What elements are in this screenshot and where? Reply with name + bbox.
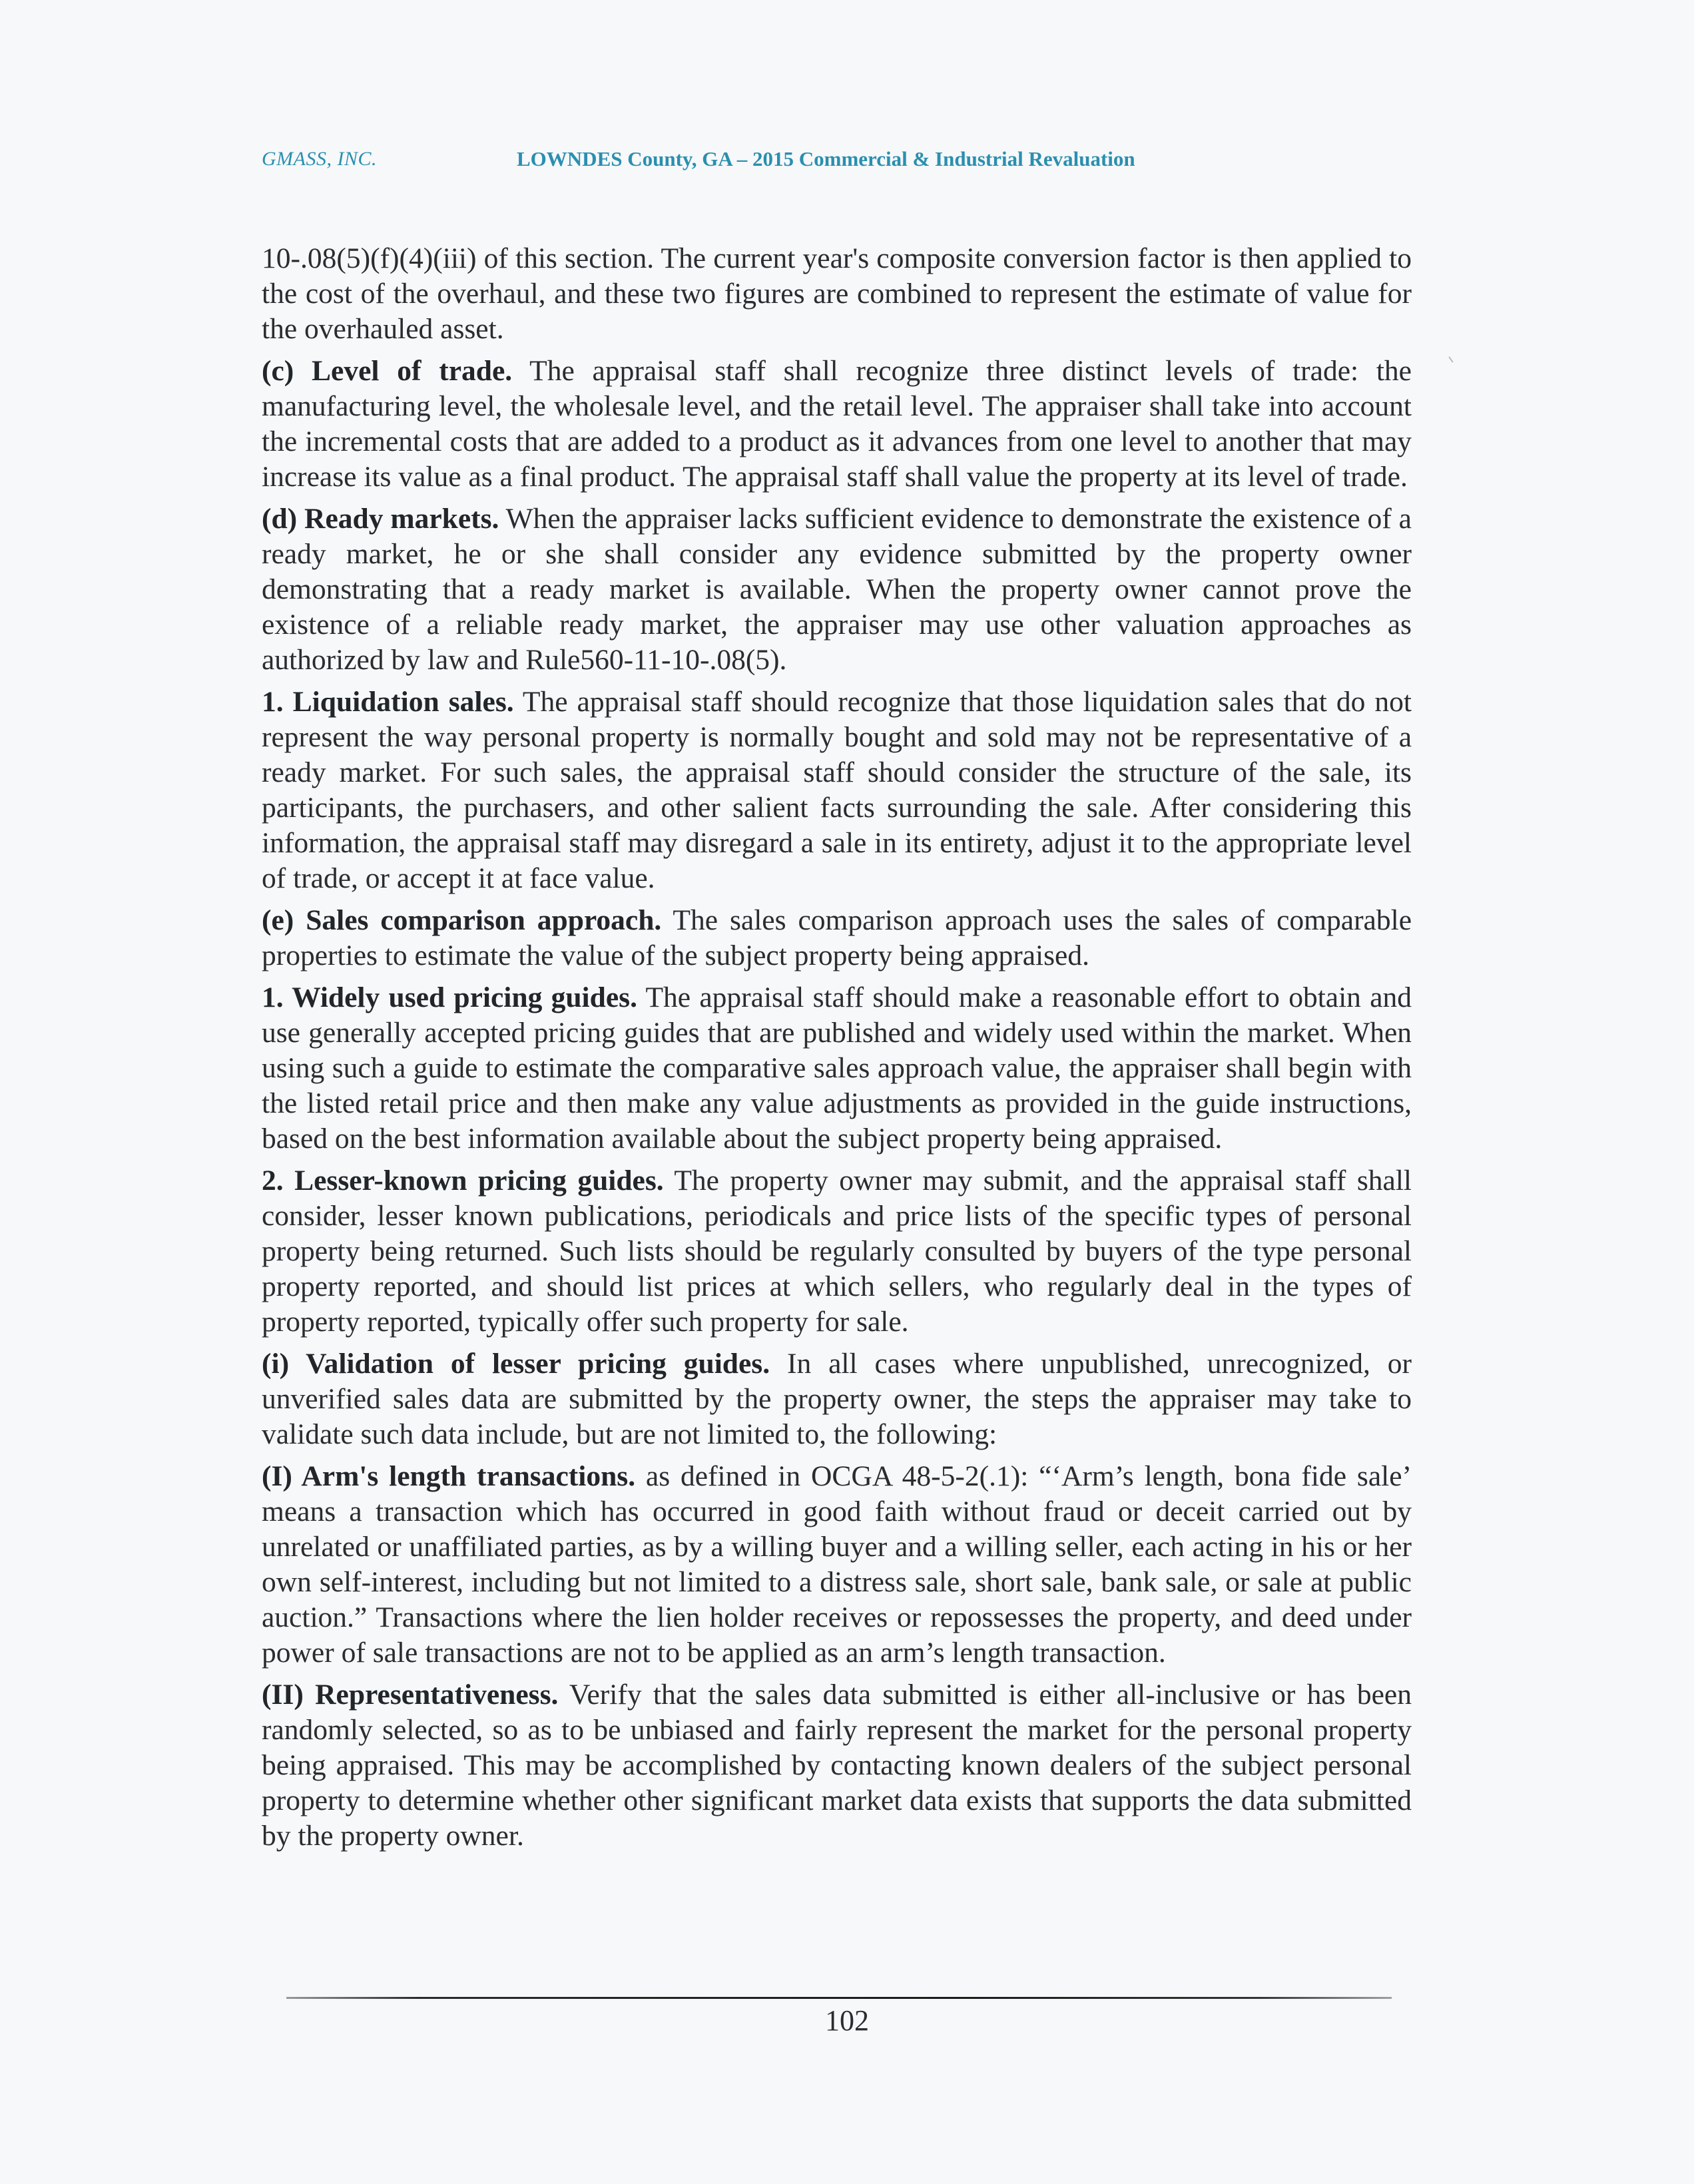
paragraph-continuation	[262, 241, 1412, 347]
paragraph-text: In all cases where unpublished, unrecognized, or unverified sales data are submitted by the property owner, the steps the appraiser may take to validate such data include, but are not limited to, the following:	[262, 1348, 1412, 1450]
paragraph-heading: 1. Liquidation sales.	[262, 686, 514, 718]
paragraph-text: When the appraiser lacks sufficient evidence to demonstrate the existence of a ready market, he or she shall consider any evidence submitted by the property owner demonstrating that a ready market is available. When the property owner cannot prove the existence of a reliable ready market, the appraiser may use other valuation approaches as authorized by law and Rule560-11-10-.08(5).	[262, 503, 1412, 676]
paragraph-sales-comparison-approach	[262, 903, 1412, 973]
paragraph-heading: (I) Arm's length transactions.	[262, 1460, 636, 1492]
paragraph-representativeness	[262, 1677, 1412, 1854]
paragraph-liquidation-sales	[262, 684, 1412, 896]
document-body	[262, 241, 1412, 1860]
paragraph-level-of-trade	[262, 354, 1412, 495]
header-company-name: GMASS, INC.	[262, 148, 377, 170]
paragraph-arms-length-transactions	[262, 1459, 1412, 1671]
paragraph-heading: (i) Validation of lesser pricing guides.	[262, 1348, 770, 1380]
paragraph-validation-of-lesser-pricing-guides	[262, 1346, 1412, 1452]
paragraph-heading: (d) Ready markets.	[262, 503, 499, 535]
paragraph-heading: (e) Sales comparison approach.	[262, 904, 662, 936]
paragraph-text: The property owner may submit, and the appraisal staff shall consider, lesser known publications, periodicals and price lists of the specific types of personal property being returned. Such lists should be regularly consulted by buyers of the type personal property reported, and should list prices at which sellers, who regularly deal in the types of property reported, typically offer such property for sale.	[262, 1165, 1412, 1338]
paragraph-widely-used-pricing-guides	[262, 980, 1412, 1157]
paragraph-lesser-known-pricing-guides	[262, 1163, 1412, 1340]
scan-artifact-mark	[1448, 356, 1453, 362]
footer-divider	[286, 1997, 1392, 1999]
paragraph-ready-markets	[262, 501, 1412, 678]
paragraph-heading: 1. Widely used pricing guides.	[262, 981, 637, 1013]
paragraph-text: as defined in OCGA 48-5-2(.1): “‘Arm’s length, bona fide sale’ means a transaction which has occurred in good faith without fraud or deceit carried out by unrelated or unaffiliated parties, as by a willing buyer and a willing seller, each acting in his or her own self-interest, including but not limited to a distress sale, short sale, bank sale, or sale at public auction.” Transactions where the lien holder receives or repossesses the property, and deed under power of sale transactions are not to be applied as an arm’s length transaction.	[262, 1460, 1412, 1669]
paragraph-text: The appraisal staff should make a reasonable effort to obtain and use generally accepted pricing guides that are published and widely used within the market. When using such a guide to estimate the comparative sales approach value, the appraiser shall begin with the listed retail price and then make any value adjustments as provided in the guide instructions, based on the best information available about the subject property being appraised.	[262, 981, 1412, 1155]
paragraph-text: The appraisal staff shall recognize three distinct levels of trade: the manufacturing level, the wholesale level, and the retail level. The appraiser shall take into account the incremental costs that are added to a product as it advances from one level to another that may increase its value as a final product. The appraisal staff shall value the property at its level of trade.	[262, 355, 1412, 493]
paragraph-heading: (II) Representativeness.	[262, 1679, 559, 1711]
page-number: 102	[825, 2004, 869, 2037]
header-document-title: LOWNDES County, GA – 2015 Commercial & Industrial Revaluation	[517, 147, 1135, 170]
paragraph-text: Verify that the sales data submitted is either all-inclusive or has been randomly selected, so as to be unbiased and fairly represent the market for the personal property being appraised. This may be accomplished by contacting known dealers of the subject personal property to determine whether other significant market data exists that supports the data submitted by the property owner.	[262, 1679, 1412, 1852]
page-header	[262, 142, 1394, 176]
paragraph-text: The appraisal staff should recognize that those liquidation sales that do not represent the way personal property is normally bought and sold may not be representative of a ready market. For such sales, the appraisal staff should consider the structure of the sale, its participants, the purchasers, and other salient facts surrounding the sale. After considering this information, the appraisal staff may disregard a sale in its entirety, adjust it to the appropriate level of trade, or accept it at face value.	[262, 686, 1412, 894]
paragraph-heading: (c) Level of trade.	[262, 355, 513, 387]
paragraph-heading: 2. Lesser-known pricing guides.	[262, 1165, 664, 1197]
paragraph-text: The sales comparison approach uses the sales of comparable properties to estimate the value of the subject property being appraised.	[262, 904, 1412, 971]
paragraph-text: 10-.08(5)(f)(4)(iii) of this section. The current year's composite conversion factor is then applied to the cost of the overhaul, and these two figures are combined to represent the estimate of value for the overhauled asset.	[262, 242, 1412, 345]
